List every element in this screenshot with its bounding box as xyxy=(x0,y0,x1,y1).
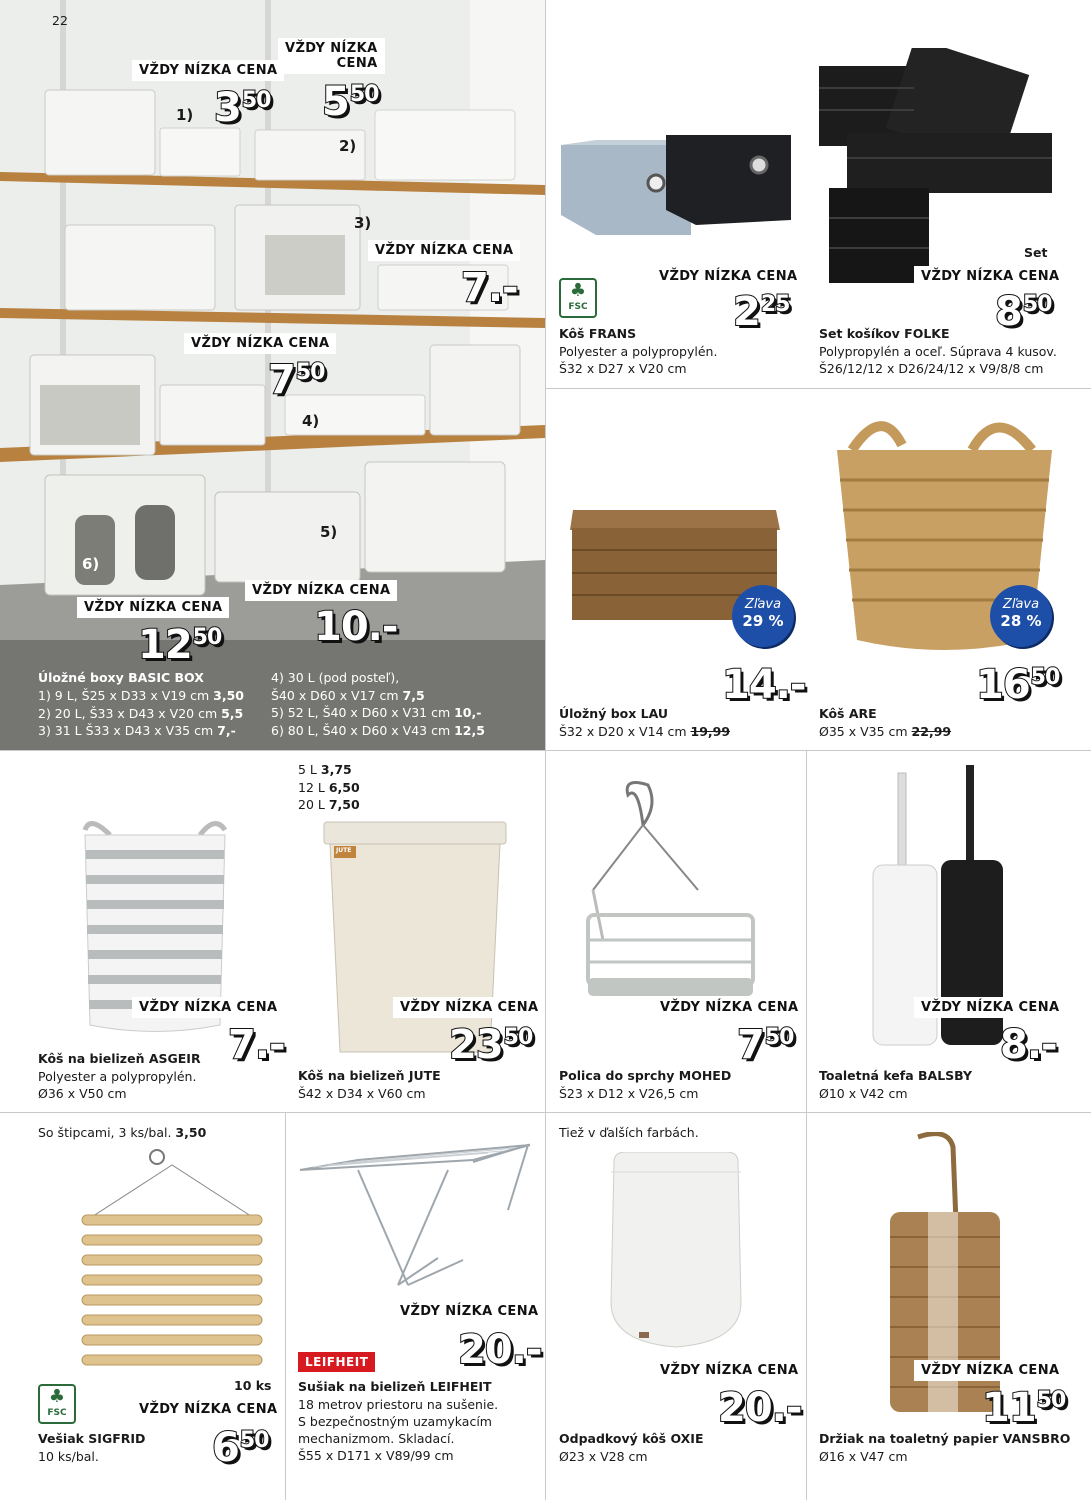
hero-line-1-text: 1) 9 L, Š25 x D33 x V19 cm xyxy=(38,688,214,703)
folke-tag: VŽDY NÍZKA CENA xyxy=(914,266,1066,287)
hero-marker-5: 5) xyxy=(320,523,338,541)
hero-line-5-price: 7,5 xyxy=(402,687,425,703)
leifheit-logo xyxy=(298,1352,375,1372)
leifheit-desc-2: S bezpečnostným uzamykacím xyxy=(298,1414,492,1429)
jute-size-2-text: 12 L xyxy=(298,779,329,795)
hero-line-4-text: 4) 30 L (pod posteľ), xyxy=(271,670,400,685)
oxie-desc: Ø23 x V28 cm xyxy=(559,1449,648,1464)
lau-price-main: 14.- xyxy=(722,662,806,708)
leifheit-image xyxy=(298,1140,533,1295)
hero-tag-1: VŽDY NÍZKA CENA xyxy=(132,60,284,81)
asgeir-price xyxy=(228,1022,285,1068)
lau-dims: Š32 x D20 x V14 cm xyxy=(559,724,691,739)
oxie-image xyxy=(606,1152,746,1352)
leifheit-price-main: 20.- xyxy=(458,1327,542,1373)
leifheit-desc-4: Š55 x D171 x V89/99 cm xyxy=(298,1448,454,1463)
hero-price-4-main: 7 xyxy=(268,357,295,403)
sigfrid-tag: VŽDY NÍZKA CENA xyxy=(132,1399,284,1420)
hero-line-2 xyxy=(38,705,244,723)
frans-image xyxy=(556,125,796,245)
oxie-price-main: 20.- xyxy=(718,1385,802,1431)
leifheit-logo-text: LEIFHEIT xyxy=(305,1355,369,1369)
lau-badge-percent: 29 % xyxy=(742,612,784,630)
frans-name: Kôš FRANS xyxy=(559,326,637,341)
mohed-price xyxy=(737,1022,794,1068)
vansbro-tag: VŽDY NÍZKA CENA xyxy=(914,1360,1066,1381)
asgeir-desc-2: Ø36 x V50 cm xyxy=(38,1086,127,1101)
sigfrid-price xyxy=(212,1425,269,1471)
folke-set-label: Set xyxy=(1024,245,1048,260)
hero-right-lines xyxy=(271,669,485,739)
jute-price xyxy=(449,1022,533,1068)
are-price-cents: 50 xyxy=(1030,665,1060,690)
hero-price-1-cents: 50 xyxy=(241,88,271,113)
divider xyxy=(545,388,1091,389)
vansbro-price xyxy=(982,1385,1066,1431)
vansbro-price-main: 11 xyxy=(982,1385,1036,1431)
jute-size-1-text: 5 L xyxy=(298,762,321,777)
folke-desc-1: Polypropylén a oceľ. Súprava 4 kusov. xyxy=(819,344,1057,359)
leifheit-tag: VŽDY NÍZKA CENA xyxy=(393,1301,545,1322)
jute-name: Kôš na bielizeň JUTE xyxy=(298,1068,441,1083)
lau-old-price: 19,99 xyxy=(690,724,731,739)
jute-price-main: 23 xyxy=(449,1022,503,1068)
lau-desc xyxy=(559,723,730,740)
hero-line-5 xyxy=(271,687,485,705)
hero-tag-2-text: VŽDY NÍZKA CENA xyxy=(285,41,378,71)
balsby-price xyxy=(1000,1022,1057,1068)
hero-price-4 xyxy=(268,357,325,403)
hero-price-2-main: 5 xyxy=(322,79,349,125)
hero-price-4-cents: 50 xyxy=(295,360,325,385)
folke-price-main: 8 xyxy=(995,289,1022,335)
fsc-logo xyxy=(38,1384,76,1424)
sigfrid-note xyxy=(38,1124,206,1141)
are-discount-badge xyxy=(990,585,1052,647)
fsc-logo xyxy=(559,278,597,318)
mohed-image xyxy=(578,780,763,1015)
hero-marker-6: 6) xyxy=(82,555,100,573)
are-desc xyxy=(819,723,951,740)
jute-image xyxy=(322,820,508,1055)
frans-desc-1: Polyester a polypropylén. xyxy=(559,344,718,359)
sigfrid-note-text: So štipcami, 3 ks/bal. xyxy=(38,1125,176,1140)
divider xyxy=(0,750,1091,751)
mohed-tag: VŽDY NÍZKA CENA xyxy=(653,997,805,1018)
hero-line-1 xyxy=(38,687,244,705)
hero-tag-6: VŽDY NÍZKA CENA xyxy=(77,597,229,618)
jute-size-3 xyxy=(298,796,360,814)
asgeir-tag: VŽDY NÍZKA CENA xyxy=(132,997,284,1018)
balsby-tag: VŽDY NÍZKA CENA xyxy=(914,997,1066,1018)
frans-tag: VŽDY NÍZKA CENA xyxy=(652,266,804,287)
hero-line-1-price: 3,50 xyxy=(213,688,244,703)
sigfrid-price-cents: 50 xyxy=(239,1428,269,1453)
mohed-price-cents: 50 xyxy=(764,1025,794,1050)
hero-tag-2 xyxy=(278,38,385,74)
are-badge-label: Zľava xyxy=(1002,597,1040,612)
hero-line-7-text: 6) 80 L, Š40 x D60 x V43 cm xyxy=(271,722,455,738)
fsc-label: FSC xyxy=(568,302,588,312)
sigfrid-image xyxy=(72,1145,272,1375)
divider xyxy=(806,750,807,1500)
fsc-tree-icon: ♣ xyxy=(569,280,587,301)
frans-price-cents: 25 xyxy=(760,292,790,317)
jute-size-1 xyxy=(298,761,360,779)
folke-desc-2: Š26/12/12 x D26/24/12 x V9/8/8 cm xyxy=(819,361,1044,376)
sigfrid-count: 10 ks xyxy=(234,1378,272,1393)
hero-line-3 xyxy=(38,722,244,740)
leifheit-desc-3: mechanizmom. Skladací. xyxy=(298,1431,455,1446)
are-price-main: 16 xyxy=(976,662,1030,708)
hero-line-5-text: Š40 x D60 x V17 cm xyxy=(271,687,403,703)
jute-sizes xyxy=(298,761,360,814)
hero-marker-3: 3) xyxy=(354,214,372,232)
page-number: 22 xyxy=(52,13,68,28)
hero-line-3-text: 3) 31 L Š33 x D43 x V35 cm xyxy=(38,723,218,738)
hero-line-6-text: 5) 52 L, Š40 x D60 x V31 cm xyxy=(271,705,455,720)
hero-price-3 xyxy=(461,265,518,311)
jute-tag: VŽDY NÍZKA CENA xyxy=(393,997,545,1018)
are-name: Kôš ARE xyxy=(819,706,877,721)
hero-price-6-main: 12 xyxy=(138,622,192,668)
hero-price-5 xyxy=(314,604,398,650)
hero-line-4 xyxy=(271,669,485,687)
hero-tag-4: VŽDY NÍZKA CENA xyxy=(184,333,336,354)
jute-size-2 xyxy=(298,779,360,797)
lau-name: Úložný box LAU xyxy=(559,706,669,721)
hero-marker-1: 1) xyxy=(176,106,194,124)
divider xyxy=(0,1112,1091,1113)
divider xyxy=(285,1112,286,1500)
balsby-desc: Ø10 x V42 cm xyxy=(819,1086,908,1101)
hero-marker-2: 2) xyxy=(339,137,357,155)
frans-price-main: 2 xyxy=(733,289,760,335)
sigfrid-note-price: 3,50 xyxy=(175,1125,207,1140)
folke-name: Set košíkov FOLKE xyxy=(819,326,950,341)
sigfrid-desc: 10 ks/bal. xyxy=(38,1449,99,1464)
hero-price-6 xyxy=(138,622,222,668)
hero-price-6-cents: 50 xyxy=(192,625,222,650)
jute-size-3-price: 7,50 xyxy=(328,797,360,812)
vansbro-price-cents: 50 xyxy=(1036,1388,1066,1413)
jute-price-cents: 50 xyxy=(503,1025,533,1050)
hero-price-3-main: 7.- xyxy=(461,265,518,311)
mohed-name: Polica do sprchy MOHED xyxy=(559,1068,732,1083)
hero-line-2-text: 2) 20 L, Š33 x D43 x V20 cm xyxy=(38,705,222,721)
are-badge-percent: 28 % xyxy=(1000,612,1042,630)
hero-line-3-price: 7,- xyxy=(217,723,236,738)
asgeir-name: Kôš na bielizeň ASGEIR xyxy=(38,1051,201,1066)
jute-desc: Š42 x D34 x V60 cm xyxy=(298,1086,426,1101)
jute-product-label: JUTE xyxy=(336,847,352,854)
hero-tag-3: VŽDY NÍZKA CENA xyxy=(368,240,520,261)
are-dims: Ø35 x V35 cm xyxy=(819,724,912,739)
lau-badge-label: Zľava xyxy=(744,597,782,612)
folke-image xyxy=(817,48,1057,288)
hero-left-lines xyxy=(38,687,244,740)
hero-tag-5: VŽDY NÍZKA CENA xyxy=(245,580,397,601)
hero-price-1 xyxy=(214,85,271,131)
hero-price-2-cents: 50 xyxy=(349,82,379,107)
vansbro-name: Držiak na toaletný papier VANSBRO xyxy=(819,1431,1071,1446)
sigfrid-name: Vešiak SIGFRID xyxy=(38,1431,146,1446)
mohed-price-main: 7 xyxy=(737,1022,764,1068)
oxie-price xyxy=(718,1385,802,1431)
oxie-note: Tiež v ďalších farbách. xyxy=(559,1125,699,1140)
lau-discount-badge xyxy=(732,585,794,647)
oxie-tag: VŽDY NÍZKA CENA xyxy=(653,1360,805,1381)
hero-price-1-main: 3 xyxy=(214,85,241,131)
hero-price-2 xyxy=(322,79,379,125)
leifheit-price xyxy=(458,1327,542,1373)
hero-line-6-price: 10,- xyxy=(454,705,482,720)
jute-size-1-price: 3,75 xyxy=(320,762,352,777)
hero-line-2-price: 5,5 xyxy=(221,705,244,721)
frans-price xyxy=(733,289,790,335)
mohed-desc: Š23 x D12 x V26,5 cm xyxy=(559,1086,699,1101)
hero-line-7 xyxy=(271,722,485,740)
jute-size-2-price: 6,50 xyxy=(328,779,360,795)
are-old-price: 22,99 xyxy=(911,724,952,739)
leifheit-desc-1: 18 metrov priestoru na sušenie. xyxy=(298,1397,499,1412)
frans-desc-2: Š32 x D27 x V20 cm xyxy=(559,361,687,376)
hero-title: Úložné boxy BASIC BOX xyxy=(38,670,204,685)
jute-size-3-text: 20 L xyxy=(298,797,329,812)
hero-line-7-price: 12,5 xyxy=(454,722,485,738)
fsc-label: FSC xyxy=(47,1408,67,1418)
balsby-price-main: 8.- xyxy=(1000,1022,1057,1068)
asgeir-desc-1: Polyester a polypropylén. xyxy=(38,1069,197,1084)
leifheit-name: Sušiak na bielizeň LEIFHEIT xyxy=(298,1379,492,1394)
hero-marker-4: 4) xyxy=(302,412,320,430)
folke-price-cents: 50 xyxy=(1022,292,1052,317)
lau-price xyxy=(722,662,806,708)
sigfrid-price-main: 6 xyxy=(212,1425,239,1471)
balsby-name: Toaletná kefa BALSBY xyxy=(819,1068,973,1083)
hero-line-6 xyxy=(271,704,485,722)
fsc-tree-icon: ♣ xyxy=(48,1386,66,1407)
asgeir-price-main: 7.- xyxy=(228,1022,285,1068)
folke-price xyxy=(995,289,1052,335)
are-price xyxy=(976,662,1060,708)
vansbro-desc: Ø16 x V47 cm xyxy=(819,1449,908,1464)
hero-price-5-main: 10.- xyxy=(314,604,398,650)
oxie-name: Odpadkový kôš OXIE xyxy=(559,1431,704,1446)
